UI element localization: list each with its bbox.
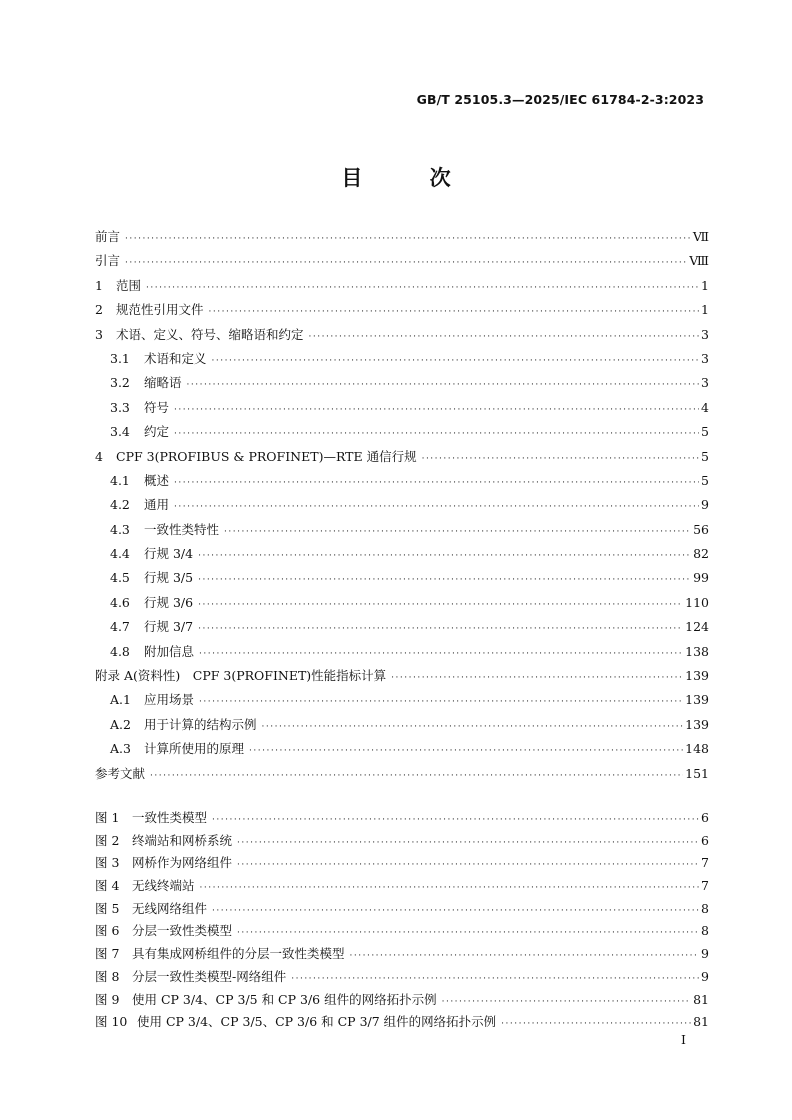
dot-leader (249, 746, 683, 756)
toc-entry[interactable] (95, 990, 709, 1013)
dot-leader (125, 234, 691, 244)
toc-entry[interactable] (95, 921, 709, 944)
entry-title: 前言 (95, 229, 121, 244)
toc-entry[interactable] (95, 808, 709, 831)
entry-title: 一致性类模型 (132, 810, 208, 825)
entry-number: 图 5 (95, 900, 120, 916)
toc-entry[interactable] (95, 739, 709, 763)
entry-title: 使用 CP 3/4、CP 3/5、CP 3/6 和 CP 3/7 组件的网络拓扑示例 (137, 1014, 497, 1030)
entry-title: 用于计算的结构示例 (144, 716, 257, 732)
toc-entry[interactable] (95, 617, 709, 641)
entry-number: 4.3 (110, 521, 130, 537)
entry-title: 分层一致性类模型 (132, 923, 233, 939)
entry-title: 具有集成网桥组件的分层一致性类模型 (132, 946, 345, 962)
toc-entry[interactable] (95, 876, 709, 899)
entry-title: 无线网络组件 (132, 900, 208, 916)
entry-number: 4 (95, 448, 103, 464)
entry-title: 规范性引用文件 (116, 302, 204, 318)
entry-title: 分层一致性类模型-网络组件 (132, 968, 287, 984)
toc-entry[interactable] (95, 300, 709, 324)
entry-title: 符号 (144, 399, 170, 415)
dot-leader (174, 478, 699, 488)
entry-title: 终端站和网桥系统 (132, 832, 233, 848)
standard-number-header: GB/T 25105.3—2025/IEC 61784-2-3:2023 (416, 92, 704, 107)
toc-entry[interactable] (95, 642, 709, 666)
entry-page-number: Ⅶ (692, 229, 709, 244)
dot-leader (199, 697, 683, 707)
entry-page-number: 81 (693, 1014, 709, 1030)
entry-title: 使用 CP 3/4、CP 3/5 和 CP 3/6 组件的网络拓扑示例 (132, 991, 437, 1007)
entry-page-number: 148 (685, 741, 709, 757)
entry-title: 通用 (144, 497, 170, 513)
toc-entry[interactable] (95, 471, 709, 495)
entry-page-number: 6 (701, 810, 709, 825)
entry-page-number: 99 (693, 570, 709, 586)
entry-page-number: 151 (685, 765, 709, 781)
dot-leader (422, 454, 699, 464)
dot-leader (309, 332, 699, 342)
dot-leader (198, 624, 683, 634)
dot-leader (146, 283, 699, 293)
toc-entry[interactable] (95, 422, 709, 446)
entry-number: 2 (95, 302, 103, 318)
entry-number: 图 2 (95, 832, 120, 848)
dot-leader (209, 307, 699, 317)
entry-title: 概述 (144, 472, 170, 488)
entry-title: 引言 (95, 253, 121, 269)
entry-title: 缩略语 (144, 375, 182, 391)
toc-entry[interactable] (95, 495, 709, 519)
entry-number: 1 (95, 277, 103, 293)
dot-leader (187, 380, 699, 390)
toc-entry[interactable] (95, 544, 709, 568)
entry-page-number: 3 (701, 350, 709, 366)
toc-entry[interactable] (95, 690, 709, 714)
entry-number: A.2 (110, 716, 131, 732)
entry-page-number: 56 (693, 521, 709, 537)
toc-entry[interactable] (95, 967, 709, 990)
entry-number: 图 7 (95, 946, 120, 962)
dot-leader (174, 405, 699, 415)
dot-leader (199, 649, 683, 659)
toc-entry[interactable] (95, 276, 709, 300)
entry-number: 3 (95, 326, 103, 342)
dot-leader (501, 1019, 691, 1029)
dot-leader (262, 722, 684, 732)
toc-entry[interactable] (95, 593, 709, 617)
entry-title: 参考文献 (95, 765, 146, 781)
toc-entry[interactable] (95, 398, 709, 422)
toc-entry[interactable] (95, 373, 709, 397)
entry-title: 行规 3/7 (144, 619, 194, 635)
dot-leader (212, 815, 699, 825)
entry-title: 网桥作为网络组件 (132, 855, 233, 871)
list-of-figures (95, 808, 709, 1035)
entry-number: 图 1 (95, 810, 120, 825)
toc-entry[interactable] (95, 325, 709, 349)
entry-number: 4.7 (110, 619, 130, 635)
toc-entry[interactable] (95, 666, 709, 690)
dot-leader (198, 575, 691, 585)
toc-entry[interactable] (95, 251, 709, 275)
entry-page-number: 6 (701, 832, 709, 848)
entry-title: 术语、定义、符号、缩略语和约定 (116, 326, 304, 342)
entry-page-number: 9 (701, 946, 709, 962)
entry-number: 4.4 (110, 546, 130, 562)
toc-entry[interactable] (95, 831, 709, 854)
entry-title: 附录 A(资料性) CPF 3(PROFINET)性能指标计算 (95, 668, 387, 684)
entry-page-number: 8 (701, 900, 709, 916)
entry-title: 计算所使用的原理 (144, 741, 245, 757)
dot-leader (174, 429, 699, 439)
entry-number: 图 4 (95, 878, 120, 894)
entry-page-number: 9 (701, 497, 709, 513)
entry-page-number: 5 (701, 448, 709, 464)
entry-number: 图 6 (95, 923, 120, 939)
dot-leader (442, 997, 692, 1007)
entry-number: 3.2 (110, 375, 130, 391)
entry-page-number: 4 (701, 399, 709, 415)
entry-page-number: 3 (701, 326, 709, 342)
dot-leader (391, 673, 683, 683)
entry-page-number: 1 (701, 302, 709, 318)
entry-page-number: 5 (701, 424, 709, 440)
entry-page-number: 8 (701, 923, 709, 939)
entry-number: A.1 (110, 692, 131, 708)
entry-title: 约定 (144, 424, 170, 440)
entry-page-number: 7 (701, 878, 709, 894)
entry-number: 图 8 (95, 968, 120, 984)
entry-page-number: 139 (685, 692, 709, 708)
entry-title: CPF 3(PROFIBUS & PROFINET)—RTE 通信行规 (116, 448, 417, 464)
toc-entry[interactable] (95, 764, 709, 788)
entry-page-number: 1 (701, 277, 709, 293)
entry-number: 图 10 (95, 1014, 128, 1030)
toc-entry[interactable] (95, 1012, 709, 1035)
entry-page-number: 9 (701, 968, 709, 984)
entry-page-number: 5 (701, 472, 709, 488)
entry-number: 3.3 (110, 399, 130, 415)
entry-page-number: 138 (685, 643, 709, 659)
entry-title: 附加信息 (144, 643, 195, 659)
toc-entry[interactable] (95, 349, 709, 373)
dot-leader (237, 860, 699, 870)
toc-entry[interactable] (95, 520, 709, 544)
toc-entry[interactable] (95, 853, 709, 876)
page-number: I (681, 1032, 686, 1047)
entry-title: 无线终端站 (132, 878, 195, 894)
entry-title: 行规 3/6 (144, 594, 194, 610)
entry-page-number: Ⅷ (689, 253, 709, 269)
dot-leader (212, 356, 699, 366)
entry-number: 图 3 (95, 855, 120, 871)
entry-number: 图 9 (95, 991, 120, 1007)
dot-leader (125, 258, 687, 268)
entry-page-number: 110 (685, 594, 709, 610)
entry-number: 3.1 (110, 350, 130, 366)
entry-number: 3.4 (110, 424, 130, 440)
table-of-contents (95, 227, 709, 788)
entry-number: A.3 (110, 741, 131, 757)
entry-number: 4.2 (110, 497, 130, 513)
entry-number: 4.1 (110, 472, 130, 488)
page-title: 目 次 (341, 166, 481, 190)
toc-entry[interactable] (95, 899, 709, 922)
entry-page-number: 139 (685, 716, 709, 732)
dot-leader (237, 928, 699, 938)
entry-page-number: 139 (685, 668, 709, 684)
dot-leader (212, 906, 699, 916)
dot-leader (291, 974, 699, 984)
entry-title: 术语和定义 (144, 350, 207, 366)
entry-number: 4.5 (110, 570, 130, 586)
entry-title: 应用场景 (144, 692, 195, 708)
entry-number: 4.8 (110, 643, 130, 659)
dot-leader (200, 883, 699, 893)
toc-entry[interactable] (95, 568, 709, 592)
entry-title: 一致性类特性 (144, 521, 220, 537)
dot-leader (198, 551, 691, 561)
dot-leader (174, 502, 699, 512)
entry-page-number: 3 (701, 375, 709, 391)
toc-entry[interactable] (95, 715, 709, 739)
entry-number: 4.6 (110, 594, 130, 610)
dot-leader (237, 838, 699, 848)
entry-title: 行规 3/5 (144, 570, 194, 586)
entry-page-number: 81 (693, 991, 709, 1007)
entry-title: 范围 (116, 277, 142, 293)
dot-leader (350, 951, 699, 961)
toc-entry[interactable] (95, 227, 709, 251)
dot-leader (224, 527, 691, 537)
toc-entry[interactable] (95, 944, 709, 967)
toc-entry[interactable] (95, 447, 709, 471)
dot-leader (198, 600, 683, 610)
entry-page-number: 7 (701, 855, 709, 871)
entry-page-number: 124 (685, 619, 709, 635)
dot-leader (150, 771, 683, 781)
entry-title: 行规 3/4 (144, 546, 194, 562)
entry-page-number: 82 (693, 546, 709, 562)
